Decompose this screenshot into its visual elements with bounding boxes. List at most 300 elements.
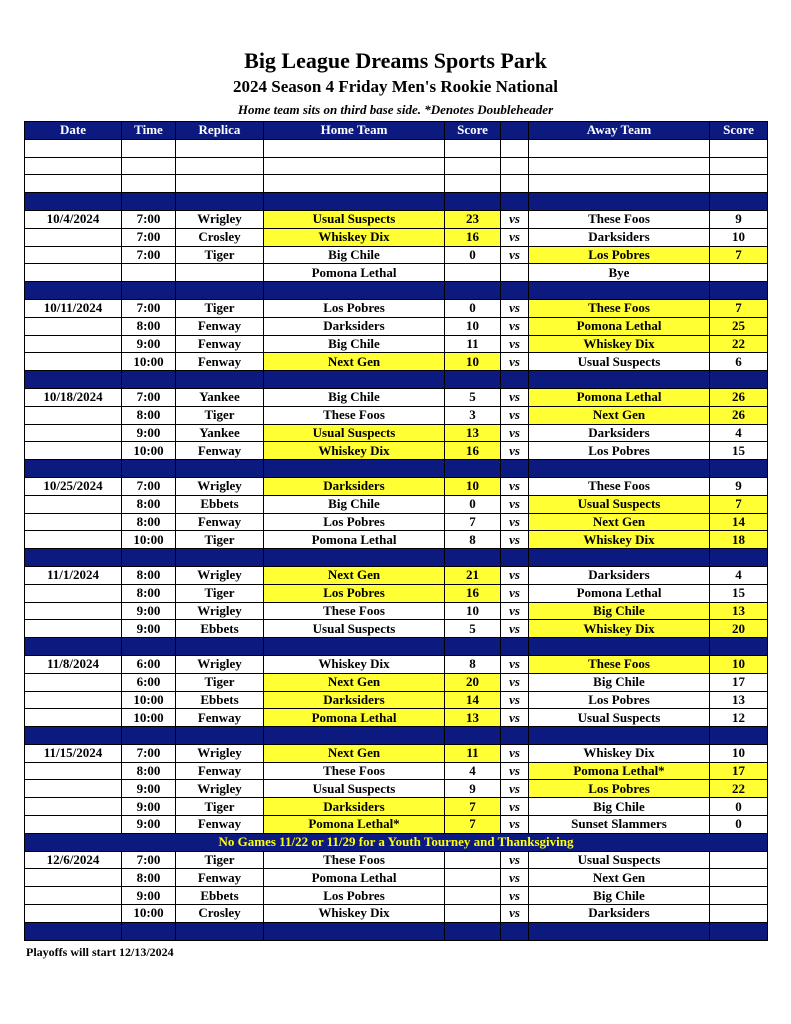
blank-cell: [25, 175, 122, 193]
field-replica: Fenway: [176, 335, 264, 353]
home-team: Los Pobres: [264, 887, 445, 905]
game-row: [25, 442, 768, 460]
game-time: 7:00: [122, 851, 176, 869]
game-row: [25, 531, 768, 549]
away-team: Pomona Lethal: [529, 388, 710, 406]
away-score: 15: [710, 584, 768, 602]
blank-cell: [25, 157, 122, 175]
game-date: 11/8/2024: [25, 655, 122, 673]
col-header-time: Time: [122, 122, 176, 140]
game-date: [25, 762, 122, 780]
home-score: 16: [445, 584, 501, 602]
notice-row: [25, 833, 768, 851]
away-team: Pomona Lethal: [529, 584, 710, 602]
home-team: Pomona Lethal: [264, 869, 445, 887]
home-team: Usual Suspects: [264, 210, 445, 228]
field-replica: Yankee: [176, 424, 264, 442]
vs-label: vs: [501, 887, 529, 905]
game-time: 9:00: [122, 424, 176, 442]
field-replica: Crosley: [176, 228, 264, 246]
away-team: Los Pobres: [529, 780, 710, 798]
away-score: 10: [710, 655, 768, 673]
away-team: Darksiders: [529, 566, 710, 584]
game-date: [25, 584, 122, 602]
game-time: 8:00: [122, 495, 176, 513]
away-score: 26: [710, 388, 768, 406]
vs-label: vs: [501, 531, 529, 549]
week-separator-row: [25, 922, 768, 940]
away-score: 10: [710, 228, 768, 246]
game-time: 7:00: [122, 744, 176, 762]
separator-cell: [25, 549, 122, 567]
vs-label: vs: [501, 691, 529, 709]
blank-cell: [445, 157, 501, 175]
blank-cell: [529, 157, 710, 175]
field-replica: Ebbets: [176, 495, 264, 513]
home-score: 10: [445, 477, 501, 495]
home-team: Big Chile: [264, 495, 445, 513]
separator-cell: [501, 282, 529, 300]
away-score: [710, 869, 768, 887]
home-score: 8: [445, 531, 501, 549]
blank-cell: [176, 157, 264, 175]
game-date: [25, 887, 122, 905]
separator-cell: [122, 727, 176, 745]
vs-label: vs: [501, 424, 529, 442]
home-score: 0: [445, 299, 501, 317]
game-row: [25, 744, 768, 762]
separator-cell: [529, 193, 710, 211]
game-time: 8:00: [122, 406, 176, 424]
home-score: 7: [445, 513, 501, 531]
game-row: [25, 905, 768, 923]
away-team: Big Chile: [529, 887, 710, 905]
separator-cell: [122, 549, 176, 567]
away-team: Usual Suspects: [529, 495, 710, 513]
vs-label: vs: [501, 655, 529, 673]
game-date: 10/18/2024: [25, 388, 122, 406]
away-team: Next Gen: [529, 406, 710, 424]
away-score: 0: [710, 816, 768, 834]
game-date: [25, 620, 122, 638]
separator-cell: [710, 282, 768, 300]
game-date: [25, 869, 122, 887]
game-time: 9:00: [122, 780, 176, 798]
away-score: 10: [710, 744, 768, 762]
game-date: [25, 905, 122, 923]
home-team: Darksiders: [264, 317, 445, 335]
blank-cell: [710, 175, 768, 193]
playoffs-note: Playoffs will start 12/13/2024: [26, 945, 174, 959]
game-date: 10/4/2024: [25, 210, 122, 228]
game-row: [25, 228, 768, 246]
game-row: [25, 709, 768, 727]
week-separator-row: [25, 282, 768, 300]
game-row: [25, 798, 768, 816]
home-team: Darksiders: [264, 798, 445, 816]
field-replica: Wrigley: [176, 210, 264, 228]
game-date: [25, 602, 122, 620]
home-score: 14: [445, 691, 501, 709]
vs-label: vs: [501, 513, 529, 531]
game-time: 10:00: [122, 353, 176, 371]
home-score: 10: [445, 602, 501, 620]
game-time: [122, 264, 176, 282]
field-replica: Fenway: [176, 869, 264, 887]
separator-cell: [445, 922, 501, 940]
game-time: 10:00: [122, 531, 176, 549]
game-row: [25, 477, 768, 495]
away-score: [710, 264, 768, 282]
field-replica: Tiger: [176, 406, 264, 424]
game-date: [25, 353, 122, 371]
game-row: [25, 299, 768, 317]
home-team: Usual Suspects: [264, 780, 445, 798]
game-date: [25, 335, 122, 353]
game-date: 12/6/2024: [25, 851, 122, 869]
blank-row: [25, 139, 768, 157]
game-row: [25, 655, 768, 673]
vs-label: vs: [501, 477, 529, 495]
blank-cell: [529, 139, 710, 157]
away-score: 9: [710, 477, 768, 495]
home-team: Big Chile: [264, 246, 445, 264]
away-team: Darksiders: [529, 905, 710, 923]
separator-cell: [25, 727, 122, 745]
game-row: [25, 388, 768, 406]
vs-label: vs: [501, 798, 529, 816]
vs-label: vs: [501, 673, 529, 691]
away-team: Big Chile: [529, 602, 710, 620]
away-team: These Foos: [529, 210, 710, 228]
separator-cell: [445, 727, 501, 745]
separator-cell: [176, 371, 264, 389]
separator-cell: [445, 193, 501, 211]
game-row: [25, 584, 768, 602]
game-row: [25, 264, 768, 282]
separator-cell: [445, 549, 501, 567]
separator-cell: [264, 638, 445, 656]
away-score: 12: [710, 709, 768, 727]
away-team: Usual Suspects: [529, 353, 710, 371]
col-header-away-score: Score: [710, 122, 768, 140]
away-team: Big Chile: [529, 673, 710, 691]
game-time: 6:00: [122, 673, 176, 691]
home-score: 4: [445, 762, 501, 780]
away-team: Next Gen: [529, 869, 710, 887]
game-time: 8:00: [122, 317, 176, 335]
game-time: 8:00: [122, 869, 176, 887]
blank-cell: [264, 157, 445, 175]
vs-label: vs: [501, 816, 529, 834]
away-team: Pomona Lethal*: [529, 762, 710, 780]
separator-cell: [176, 727, 264, 745]
away-score: 26: [710, 406, 768, 424]
separator-cell: [25, 282, 122, 300]
blank-cell: [710, 139, 768, 157]
away-score: 25: [710, 317, 768, 335]
field-replica: [176, 264, 264, 282]
separator-cell: [176, 193, 264, 211]
separator-cell: [25, 460, 122, 478]
home-score: 21: [445, 566, 501, 584]
week-separator-row: [25, 727, 768, 745]
blank-cell: [176, 139, 264, 157]
separator-cell: [501, 193, 529, 211]
away-score: 7: [710, 495, 768, 513]
separator-cell: [529, 549, 710, 567]
away-score: 20: [710, 620, 768, 638]
schedule-notice: No Games 11/22 or 11/29 for a Youth Tourney and Thanksgiving: [25, 833, 768, 851]
game-row: [25, 869, 768, 887]
home-team: Usual Suspects: [264, 424, 445, 442]
vs-label: vs: [501, 388, 529, 406]
game-date: [25, 495, 122, 513]
away-score: 22: [710, 780, 768, 798]
vs-label: vs: [501, 228, 529, 246]
separator-cell: [445, 460, 501, 478]
field-replica: Fenway: [176, 709, 264, 727]
separator-cell: [501, 371, 529, 389]
separator-cell: [501, 549, 529, 567]
home-score: [445, 264, 501, 282]
game-row: [25, 495, 768, 513]
home-score: 20: [445, 673, 501, 691]
col-header-date: Date: [25, 122, 122, 140]
week-separator-row: [25, 638, 768, 656]
home-team: Los Pobres: [264, 299, 445, 317]
away-team: These Foos: [529, 477, 710, 495]
game-date: [25, 816, 122, 834]
home-team: Pomona Lethal: [264, 709, 445, 727]
blank-cell: [445, 175, 501, 193]
game-time: 8:00: [122, 584, 176, 602]
vs-label: vs: [501, 442, 529, 460]
separator-cell: [122, 460, 176, 478]
game-row: [25, 762, 768, 780]
separator-cell: [445, 282, 501, 300]
home-team: Los Pobres: [264, 513, 445, 531]
vs-label: [501, 264, 529, 282]
home-score: 5: [445, 388, 501, 406]
home-score: 11: [445, 744, 501, 762]
game-row: [25, 691, 768, 709]
away-team: Los Pobres: [529, 691, 710, 709]
separator-cell: [264, 460, 445, 478]
vs-label: vs: [501, 406, 529, 424]
home-score: 13: [445, 424, 501, 442]
home-score: 0: [445, 246, 501, 264]
away-team: Next Gen: [529, 513, 710, 531]
schedule-note: Home team sits on third base side. *Denotes Doubleheader: [237, 102, 554, 117]
home-score: 13: [445, 709, 501, 727]
away-team: Darksiders: [529, 228, 710, 246]
col-header-away-team: Away Team: [529, 122, 710, 140]
game-date: 10/11/2024: [25, 299, 122, 317]
home-score: [445, 887, 501, 905]
field-replica: Fenway: [176, 816, 264, 834]
separator-cell: [264, 193, 445, 211]
separator-cell: [264, 922, 445, 940]
home-team: These Foos: [264, 762, 445, 780]
home-score: 16: [445, 228, 501, 246]
separator-cell: [710, 460, 768, 478]
home-score: 11: [445, 335, 501, 353]
separator-cell: [501, 727, 529, 745]
game-time: 7:00: [122, 388, 176, 406]
separator-cell: [710, 922, 768, 940]
away-score: 9: [710, 210, 768, 228]
home-team: These Foos: [264, 851, 445, 869]
schedule-table: [24, 121, 768, 941]
separator-cell: [25, 922, 122, 940]
home-score: 5: [445, 620, 501, 638]
blank-row: [25, 175, 768, 193]
away-team: These Foos: [529, 655, 710, 673]
away-team: Big Chile: [529, 798, 710, 816]
game-date: 10/25/2024: [25, 477, 122, 495]
home-score: 23: [445, 210, 501, 228]
week-separator-row: [25, 193, 768, 211]
away-score: 6: [710, 353, 768, 371]
home-team: Pomona Lethal*: [264, 816, 445, 834]
home-team: Whiskey Dix: [264, 228, 445, 246]
separator-cell: [25, 638, 122, 656]
separator-cell: [176, 549, 264, 567]
game-time: 8:00: [122, 513, 176, 531]
game-time: 7:00: [122, 477, 176, 495]
home-team: Next Gen: [264, 353, 445, 371]
separator-cell: [122, 193, 176, 211]
col-header-replica: Replica: [176, 122, 264, 140]
game-date: [25, 246, 122, 264]
away-team: Pomona Lethal: [529, 317, 710, 335]
home-team: Next Gen: [264, 566, 445, 584]
game-time: 7:00: [122, 299, 176, 317]
away-score: 4: [710, 424, 768, 442]
col-header-home-team: Home Team: [264, 122, 445, 140]
field-replica: Wrigley: [176, 780, 264, 798]
field-replica: Ebbets: [176, 691, 264, 709]
page-subtitle: 2024 Season 4 Friday Men's Rookie National: [233, 77, 558, 96]
away-team: Whiskey Dix: [529, 531, 710, 549]
game-row: [25, 246, 768, 264]
vs-label: vs: [501, 566, 529, 584]
game-row: [25, 620, 768, 638]
field-replica: Tiger: [176, 673, 264, 691]
blank-cell: [529, 175, 710, 193]
field-replica: Tiger: [176, 246, 264, 264]
game-date: [25, 424, 122, 442]
field-replica: Fenway: [176, 442, 264, 460]
separator-cell: [176, 282, 264, 300]
vs-label: vs: [501, 246, 529, 264]
away-team: Usual Suspects: [529, 851, 710, 869]
vs-label: vs: [501, 602, 529, 620]
separator-cell: [710, 549, 768, 567]
separator-cell: [529, 371, 710, 389]
vs-label: vs: [501, 869, 529, 887]
blank-cell: [445, 139, 501, 157]
blank-cell: [501, 157, 529, 175]
game-time: 7:00: [122, 246, 176, 264]
separator-cell: [264, 549, 445, 567]
header-row: [25, 122, 768, 140]
away-team: Darksiders: [529, 424, 710, 442]
game-time: 9:00: [122, 335, 176, 353]
game-date: [25, 673, 122, 691]
game-date: 11/1/2024: [25, 566, 122, 584]
blank-cell: [501, 175, 529, 193]
home-team: Pomona Lethal: [264, 531, 445, 549]
home-team: Big Chile: [264, 388, 445, 406]
game-row: [25, 210, 768, 228]
separator-cell: [501, 922, 529, 940]
game-row: [25, 335, 768, 353]
game-row: [25, 816, 768, 834]
game-row: [25, 851, 768, 869]
field-replica: Wrigley: [176, 566, 264, 584]
vs-label: vs: [501, 905, 529, 923]
vs-label: vs: [501, 762, 529, 780]
home-score: 8: [445, 655, 501, 673]
home-score: [445, 905, 501, 923]
away-score: 0: [710, 798, 768, 816]
field-replica: Wrigley: [176, 602, 264, 620]
game-row: [25, 887, 768, 905]
vs-label: vs: [501, 353, 529, 371]
home-team: Next Gen: [264, 673, 445, 691]
away-team: Whiskey Dix: [529, 620, 710, 638]
game-date: [25, 228, 122, 246]
away-team: Whiskey Dix: [529, 744, 710, 762]
field-replica: Tiger: [176, 584, 264, 602]
home-score: 0: [445, 495, 501, 513]
home-score: 7: [445, 816, 501, 834]
home-score: 10: [445, 317, 501, 335]
game-date: [25, 691, 122, 709]
separator-cell: [25, 371, 122, 389]
blank-cell: [122, 175, 176, 193]
separator-cell: [529, 460, 710, 478]
game-row: [25, 566, 768, 584]
game-time: 9:00: [122, 602, 176, 620]
game-date: [25, 317, 122, 335]
game-time: 9:00: [122, 887, 176, 905]
vs-label: vs: [501, 780, 529, 798]
vs-label: vs: [501, 584, 529, 602]
home-team: Pomona Lethal: [264, 264, 445, 282]
blank-row: [25, 157, 768, 175]
separator-cell: [529, 282, 710, 300]
away-score: 7: [710, 299, 768, 317]
away-score: 17: [710, 673, 768, 691]
away-team: Los Pobres: [529, 442, 710, 460]
game-row: [25, 673, 768, 691]
game-date: [25, 264, 122, 282]
separator-cell: [710, 193, 768, 211]
away-score: [710, 887, 768, 905]
home-score: 10: [445, 353, 501, 371]
away-score: 13: [710, 691, 768, 709]
blank-cell: [501, 139, 529, 157]
blank-cell: [264, 139, 445, 157]
field-replica: Wrigley: [176, 655, 264, 673]
separator-cell: [25, 193, 122, 211]
home-score: [445, 869, 501, 887]
schedule-body: [25, 139, 768, 940]
game-time: 10:00: [122, 905, 176, 923]
